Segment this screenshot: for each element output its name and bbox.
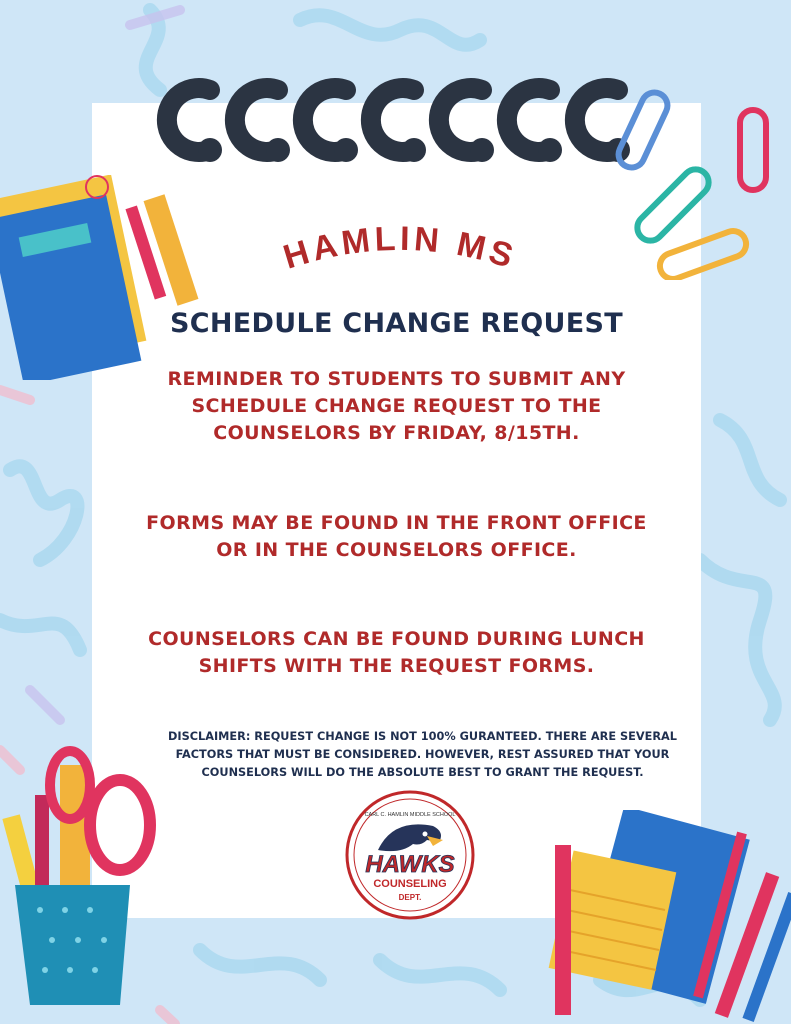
- disclaimer: DISCLAIMER: REQUEST CHANGE IS NOT 100% GURANTEED. THERE ARE SEVERAL FACTORS THAT MUST BE CONSIDERED. HOWEVER, REST ASSURED THAT YOUR COUNSELORS WILL DO THE ABSOLUTE BEST TO GRANT THE REQUEST.: [168, 730, 677, 779]
- paper-clips-icon: [610, 80, 791, 280]
- notebook-sticky-notes-icon: [540, 810, 791, 1024]
- reminder-message: REMINDER TO STUDENTS TO SUBMIT ANY SCHEDULE CHANGE REQUEST TO THE COUNSELORS BY FRIDAY, 8/15TH.: [167, 368, 626, 444]
- page-title: SCHEDULE CHANGE REQUEST: [170, 308, 623, 339]
- school-name-text: HAMLIN MS: [279, 219, 521, 277]
- logo-top-text: CARL C. HAMLIN MIDDLE SCHOOL: [364, 812, 456, 818]
- school-name: [250, 200, 550, 290]
- spiral-binding: [150, 60, 630, 170]
- logo-main-text: HAWKS: [365, 851, 455, 878]
- svg-text:HAMLIN MS: [279, 220, 521, 277]
- logo-dept-text: DEPT.: [398, 893, 422, 902]
- hawks-counseling-logo: [343, 788, 477, 922]
- notebook-pencil-icon: [0, 175, 215, 380]
- logo-sub-text: COUNSELING: [373, 878, 447, 890]
- pencil-cup-icon: [0, 745, 175, 1024]
- forms-location-message: FORMS MAY BE FOUND IN THE FRONT OFFICE OR IN THE COUNSELORS OFFICE.: [146, 512, 647, 561]
- counselors-location-message: COUNSELORS CAN BE FOUND DURING LUNCH SHIFTS WITH THE REQUEST FORMS.: [148, 628, 645, 677]
